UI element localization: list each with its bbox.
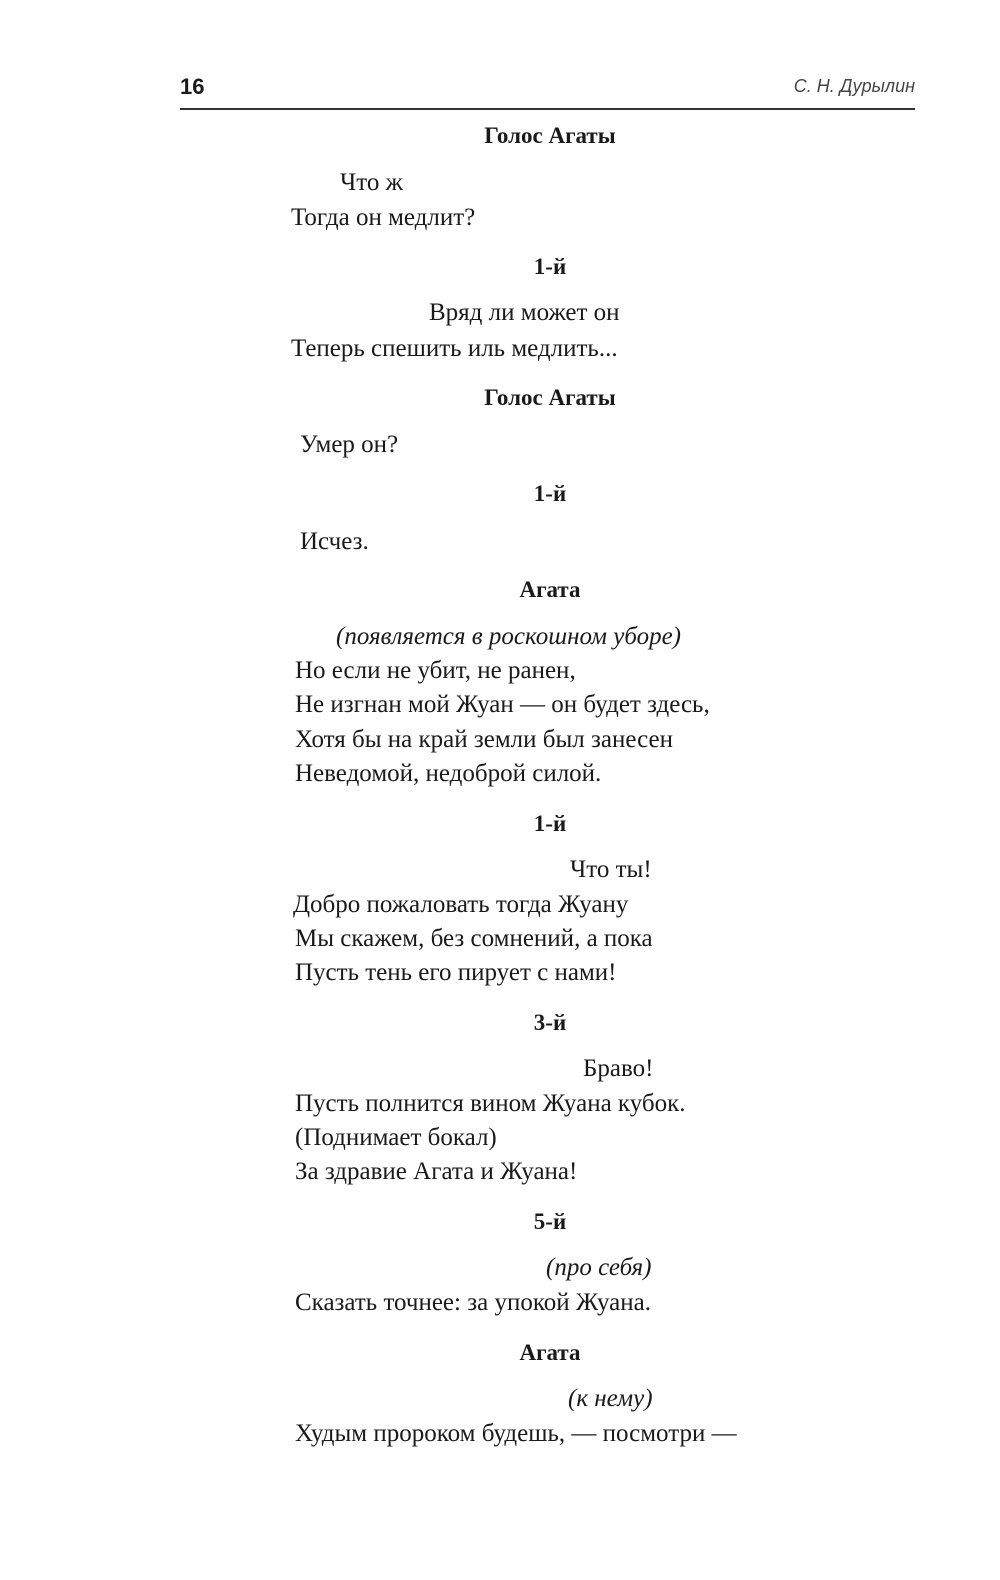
verse-line: За здравие Агата и Жуана! [295,1158,578,1185]
verse-line: Но если не убит, не ранен, [295,657,576,684]
stage-direction: (появляется в роскошном уборе) [336,623,682,650]
verse-line: Умер он? [300,431,399,458]
page-number: 16 [180,74,205,99]
verse-line: Тогда он медлит? [291,204,476,231]
verse-line: Что ж [340,169,403,196]
speaker-name: 1-й [533,254,567,279]
speaker-name: Агата [519,1340,581,1365]
speaker-name: 5-й [533,1209,567,1234]
running-author: С. Н. Дурылин [793,76,915,96]
running-head [180,74,915,110]
speaker-name: Агата [519,577,581,602]
speaker-name: Голос Агаты [484,385,616,410]
verse-line: Пусть полнится вином Жуана кубок. [295,1090,686,1117]
speaker-name: Голос Агаты [484,123,616,148]
verse-line: Мы скажем, без сомнений, а пока [295,925,653,952]
verse-line: Пусть тень его пирует с нами! [295,959,617,986]
verse-line: Вряд ли может он [429,299,620,326]
verse-line: Сказать точнее: за упокой Жуана. [295,1289,652,1316]
verse-line: Худым пророком будешь, — посмотри — [295,1420,737,1447]
verse-line: Добро пожаловать тогда Жуану [293,891,629,918]
speaker-name: 3-й [533,1010,567,1035]
stage-direction: (к нему) [568,1385,653,1412]
verse-line: Что ты! [570,856,652,883]
verse-line: Неведомой, недоброй силой. [295,760,602,787]
speaker-name: 1-й [533,481,567,506]
verse-line: Хотя бы на край земли был занесен [295,726,673,753]
verse-line: (Поднимает бокал) [295,1124,497,1151]
stage-direction: (про себя) [546,1254,652,1281]
verse-line: Браво! [583,1055,654,1082]
verse-line: Теперь спешить иль медлить... [291,335,618,362]
verse-line: Исчез. [300,528,369,555]
verse-line: Не изгнан мой Жуан — он будет здесь, [295,691,710,718]
speaker-name: 1-й [533,811,567,836]
